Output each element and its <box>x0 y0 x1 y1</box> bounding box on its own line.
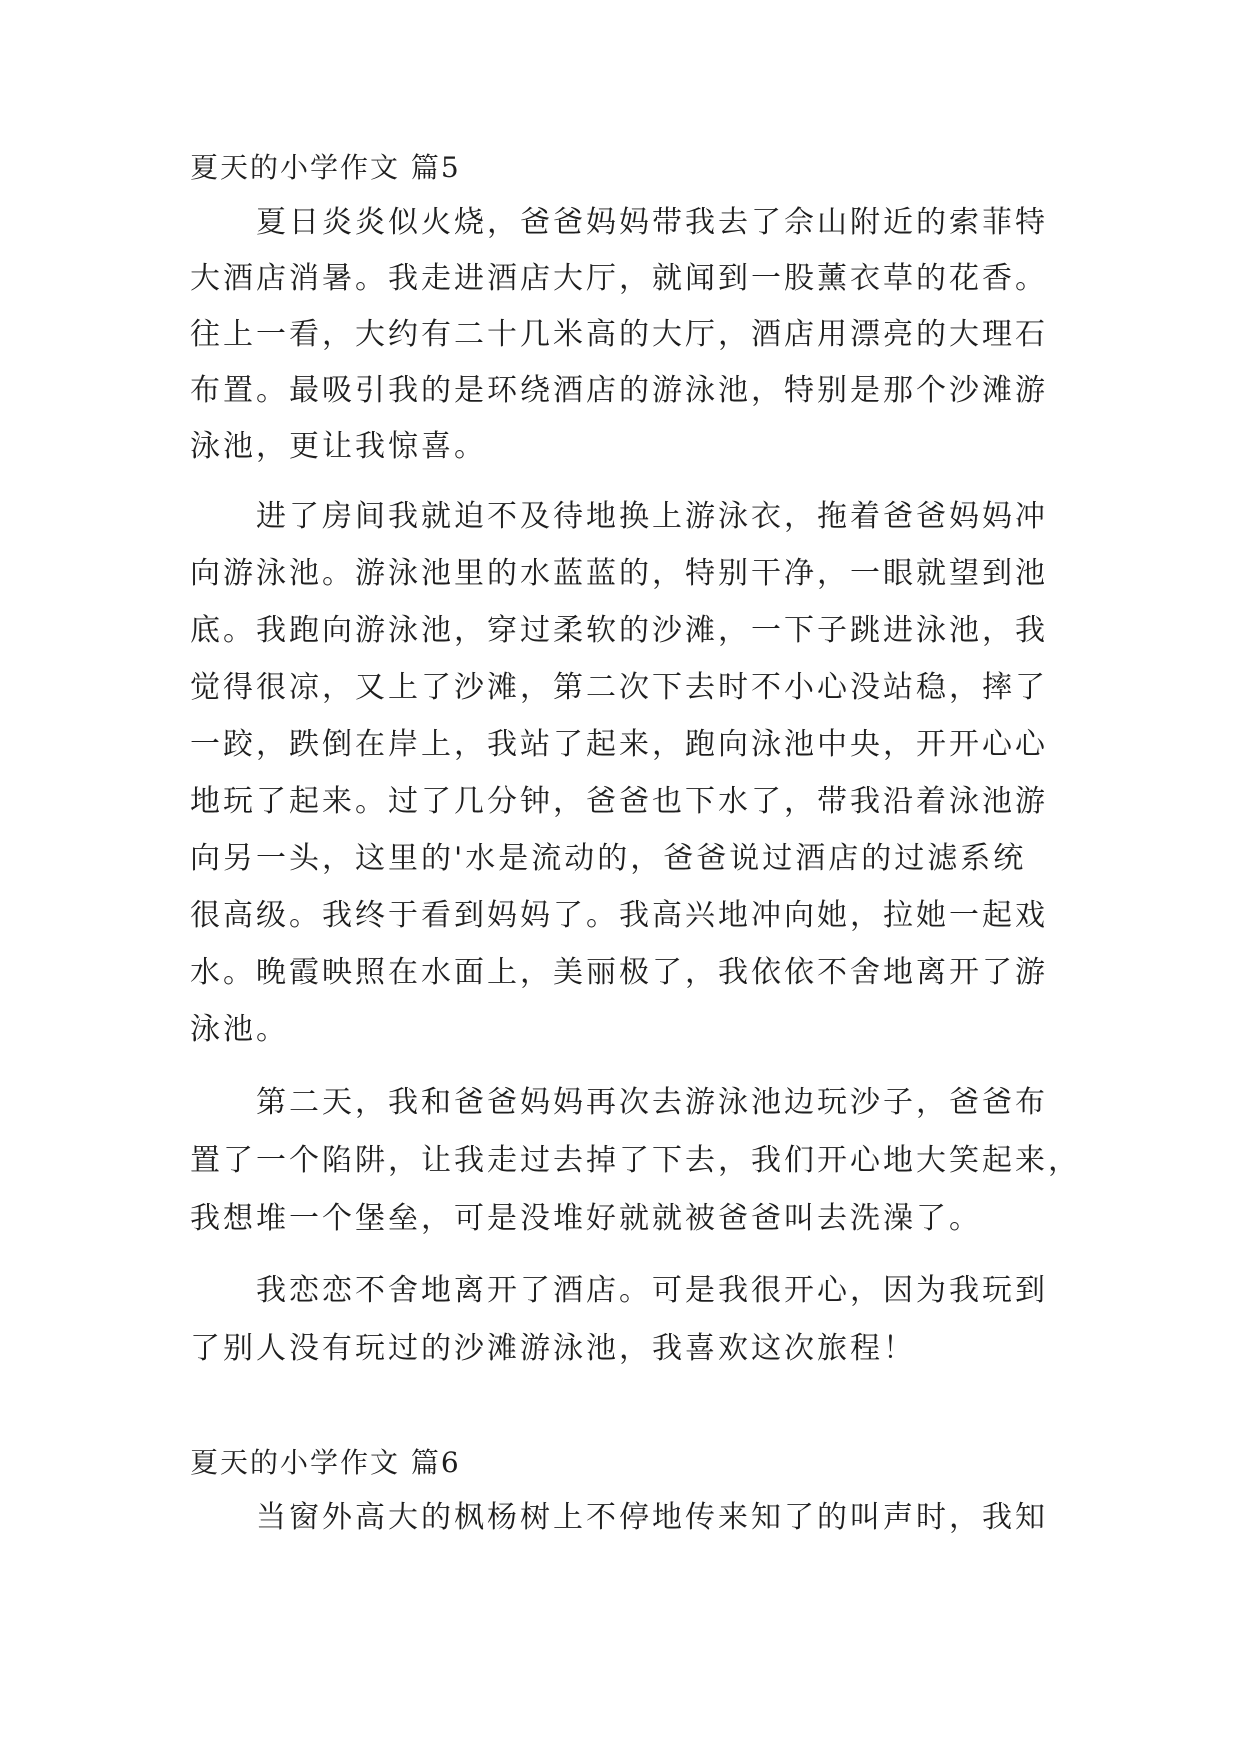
section-title-6: 夏天的小学作文 篇6 <box>190 1446 461 1479</box>
paragraph-line: 当窗外高大的枫杨树上不停地传来知了的叫声时，我知 <box>256 1500 1048 1535</box>
paragraph-line: 进了房间我就迫不及待地换上游泳衣，拖着爸爸妈妈冲 <box>256 499 1048 534</box>
paragraph-line: 底。我跑向游泳池，穿过柔软的沙滩，一下子跳进泳池，我 <box>190 613 1048 648</box>
paragraph-line: 了别人没有玩过的沙滩游泳池，我喜欢这次旅程！ <box>190 1331 916 1366</box>
paragraph-line: 夏日炎炎似火烧，爸爸妈妈带我去了佘山附近的索菲特 <box>256 205 1048 240</box>
paragraph-line: 我想堆一个堡垒，可是没堆好就就被爸爸叫去洗澡了。 <box>190 1201 982 1236</box>
paragraph-line: 第二天，我和爸爸妈妈再次去游泳池边玩沙子，爸爸布 <box>256 1085 1048 1120</box>
paragraph-line: 我恋恋不舍地离开了酒店。可是我很开心，因为我玩到 <box>256 1273 1048 1308</box>
paragraph-line: 向另一头，这里的'水是流动的，爸爸说过酒店的过滤系统 <box>190 841 1027 876</box>
paragraph-line: 置了一个陷阱，让我走过去掉了下去，我们开心地大笑起来， <box>190 1143 1081 1178</box>
section-title-5: 夏天的小学作文 篇5 <box>190 151 461 184</box>
paragraph-line: 一跤，跌倒在岸上，我站了起来，跑向泳池中央，开开心心 <box>190 727 1048 762</box>
paragraph-line: 向游泳池。游泳池里的水蓝蓝的，特别干净，一眼就望到池 <box>190 556 1048 591</box>
paragraph-line: 泳池。 <box>190 1012 289 1047</box>
paragraph-line: 地玩了起来。过了几分钟，爸爸也下水了，带我沿着泳池游 <box>190 784 1048 819</box>
paragraph-line: 大酒店消暑。我走进酒店大厅，就闻到一股薰衣草的花香。 <box>190 261 1048 296</box>
paragraph-line: 觉得很凉，又上了沙滩，第二次下去时不小心没站稳，摔了 <box>190 670 1048 705</box>
paragraph-line: 布置。最吸引我的是环绕酒店的游泳池，特别是那个沙滩游 <box>190 373 1048 408</box>
paragraph-line: 往上一看，大约有二十几米高的大厅，酒店用漂亮的大理石 <box>190 317 1048 352</box>
paragraph-line: 泳池，更让我惊喜。 <box>190 429 487 464</box>
paragraph-line: 很高级。我终于看到妈妈了。我高兴地冲向她，拉她一起戏 <box>190 898 1048 933</box>
paragraph-line: 水。晚霞映照在水面上，美丽极了，我依依不舍地离开了游 <box>190 955 1048 990</box>
